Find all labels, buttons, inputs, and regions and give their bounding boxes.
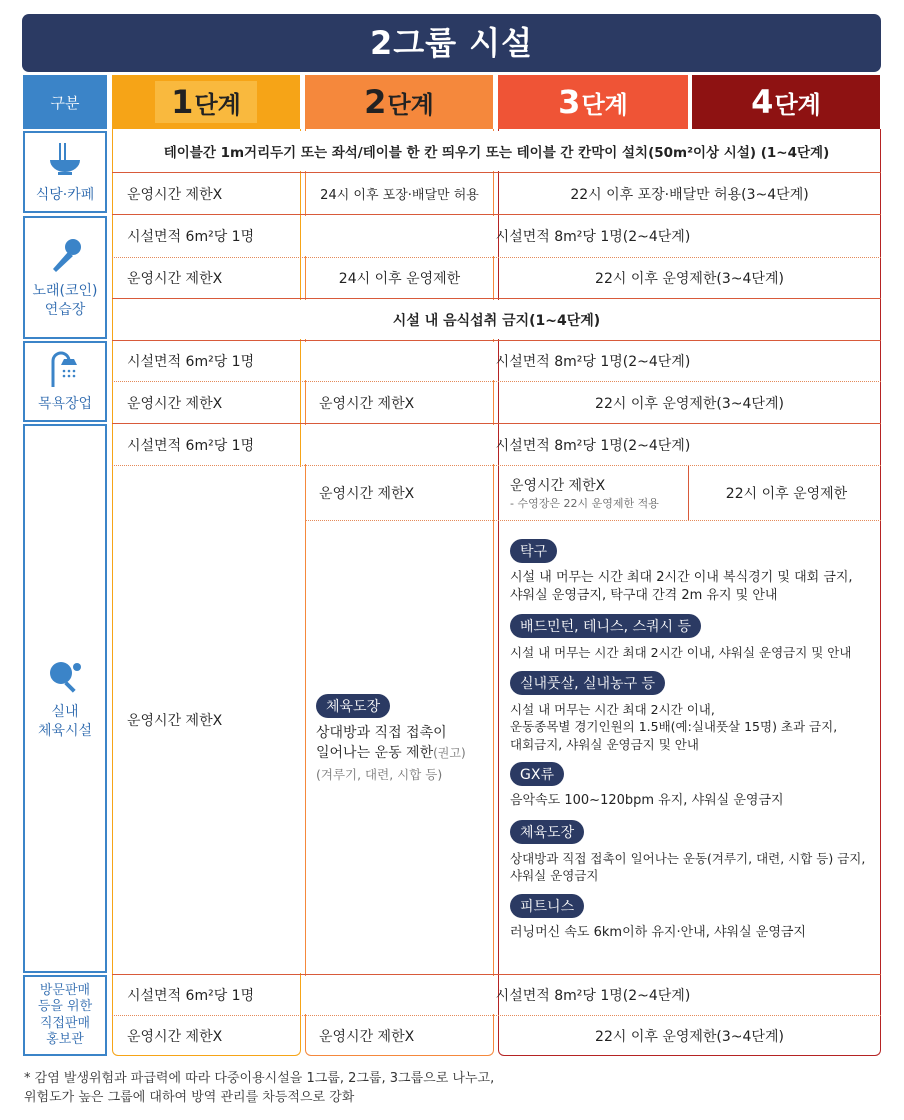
sport-rule-item	[510, 894, 878, 942]
karaoke-hours-stage2: 24시 이후 운영제한	[338, 271, 461, 287]
sport-rule-desc: 시설 내 머무는 시간 최대 2시간 이내, 운동종목별 경기인원의 1.5배(예:실내풋살 15명) 초과 금지, 대회금지, 샤워실 운영금지 및 안내	[510, 701, 838, 752]
sports-rules-list	[510, 539, 878, 942]
sport-rule-desc: 시설 내 머무는 시간 최대 2시간 이내 복식경기 및 대회 금지, 샤워실 운영금지, 탁구대 간격 2m 유지 및 안내	[510, 570, 853, 604]
stage-3-4-divider	[688, 466, 689, 520]
sport-rule-desc: 상대방과 직접 접촉이 일어나는 운동(겨루기, 대련, 시합 등) 금지, 샤워실 운영금지	[510, 850, 866, 884]
header-gubun: 구분	[23, 75, 107, 129]
sports-hours-stage4: 22시 이후 운영제한	[725, 486, 848, 502]
table-tennis-icon	[45, 657, 85, 697]
karaoke-area-stage234: 시설면적 8m²당 1명(2~4단계)	[495, 229, 691, 245]
stage-number: 4	[751, 83, 773, 121]
category-restaurant	[23, 131, 107, 213]
sport-rule-item	[510, 671, 878, 754]
stage-number: 3	[558, 83, 580, 121]
sport-rule-item	[510, 762, 878, 810]
contact-sports-text: 상대방과 직접 접촉이 일어나는 운동 제한	[316, 725, 447, 761]
stage-number: 1	[171, 83, 193, 121]
sport-rule-desc: 시설 내 머무는 시간 최대 2시간 이내, 샤워실 운영금지 및 안내	[510, 645, 852, 661]
noodle-bowl-icon	[45, 140, 85, 180]
restaurant-hours-stage2: 24시 이후 포장·배달만 허용	[320, 188, 479, 203]
sport-pill: 탁구	[510, 539, 557, 563]
sports-hours-stage3	[498, 466, 688, 520]
sport-rule-item	[510, 614, 878, 662]
stage-suffix: 단계	[774, 90, 821, 119]
restaurant-hours-stage1: 운영시간 제한X	[127, 186, 223, 203]
pool-exception-note: - 수영장은 22시 운영제한 적용	[510, 497, 659, 510]
category-label: 노래(코인) 연습장	[32, 283, 98, 318]
sales-hours-stage2: 운영시간 제한X	[319, 1029, 415, 1045]
header-stage-1	[112, 75, 300, 129]
page-title: 2그룹 시설	[22, 14, 881, 72]
bath-hours-stage1: 운영시간 제한X	[127, 395, 223, 412]
sports-hours-text: 운영시간 제한X	[510, 478, 606, 494]
sport-pill: 실내풋살, 실내농구 등	[510, 671, 665, 695]
restaurant-distancing-rule: 테이블간 1m거리두기 또는 좌석/테이블 한 칸 띄우기 또는 테이블 간 칸막이 설치(50m²이상 시설) (1~4단계)	[163, 145, 830, 161]
category-label: 식당·카페	[35, 186, 95, 203]
karaoke-hours-stage34: 22시 이후 운영제한(3~4단계)	[595, 271, 784, 287]
stage-suffix: 단계	[194, 91, 241, 119]
sport-pill: 체육도장	[510, 820, 584, 844]
sport-rule-desc: 음악속도 100~120bpm 유지, 샤워실 운영금지	[510, 793, 784, 809]
microphone-icon	[45, 236, 85, 276]
category-karaoke	[23, 216, 107, 339]
karaoke-area-stage1: 시설면적 6m²당 1명	[127, 229, 255, 245]
shower-icon	[45, 349, 85, 389]
sport-pill: 피트니스	[510, 894, 584, 918]
header-stage-2	[305, 75, 493, 129]
category-sales	[23, 975, 107, 1056]
row-divider	[305, 520, 881, 521]
contact-sports-limit	[316, 724, 491, 763]
sport-pill: GX류	[510, 762, 564, 786]
stage-suffix: 단계	[387, 90, 434, 119]
sport-rule-item	[510, 820, 878, 885]
karaoke-hours-stage1: 운영시간 제한X	[127, 271, 223, 287]
bath-hours-stage2: 운영시간 제한X	[319, 395, 415, 412]
sports-area-stage1: 시설면적 6m²당 1명	[127, 437, 255, 454]
sport-rule-item	[510, 539, 878, 605]
bath-hours-stage34: 22시 이후 운영제한(3~4단계)	[595, 395, 784, 412]
sales-hours-stage34: 22시 이후 운영제한(3~4단계)	[595, 1029, 784, 1045]
category-sports	[23, 424, 107, 973]
sales-area-stage234: 시설면적 8m²당 1명(2~4단계)	[495, 988, 691, 1004]
restaurant-hours-stage34: 22시 이후 포장·배달만 허용(3~4단계)	[570, 186, 809, 203]
sport-pill: 배드민턴, 테니스, 스쿼시 등	[510, 614, 701, 638]
sports-hours-stage2: 운영시간 제한X	[319, 486, 415, 502]
category-label: 목욕장업	[37, 396, 93, 413]
sport-rule-desc: 러닝머신 속도 6km이하 유지·안내, 샤워실 운영금지	[510, 924, 806, 940]
stage-suffix: 단계	[581, 90, 628, 119]
sales-area-stage1: 시설면적 6m²당 1명	[127, 988, 255, 1004]
bath-area-stage234: 시설면적 8m²당 1명(2~4단계)	[495, 354, 691, 370]
karaoke-food-rule: 시설 내 음식섭취 금지(1~4단계)	[392, 312, 601, 329]
sports-hours-stage1: 운영시간 제한X	[127, 713, 223, 729]
category-bath	[23, 341, 107, 422]
category-label: 실내 체육시설	[37, 704, 93, 739]
footnote: * 감염 발생위험과 파급력에 따라 다중이용시설을 1그룹, 2그룹, 3그룹으로 나누고, 위험도가 높은 그룹에 대하여 방역 관리를 차등적으로 강화	[24, 1071, 495, 1105]
contact-sports-examples: (겨루기, 대련, 시합 등)	[316, 767, 443, 783]
bath-area-stage1: 시설면적 6m²당 1명	[127, 354, 255, 370]
stage-number: 2	[364, 83, 386, 121]
header-stage-4	[692, 75, 880, 129]
sports-stage2-dojo	[316, 694, 491, 783]
recommendation-note: (권고)	[433, 745, 466, 760]
sales-hours-stage1: 운영시간 제한X	[127, 1029, 223, 1045]
sports-area-stage234: 시설면적 8m²당 1명(2~4단계)	[495, 437, 691, 454]
category-pill: 체육도장	[316, 694, 390, 718]
header-stage-3	[498, 75, 688, 129]
category-label: 방문판매 등을 위한 직접판매 홍보관	[37, 983, 93, 1047]
